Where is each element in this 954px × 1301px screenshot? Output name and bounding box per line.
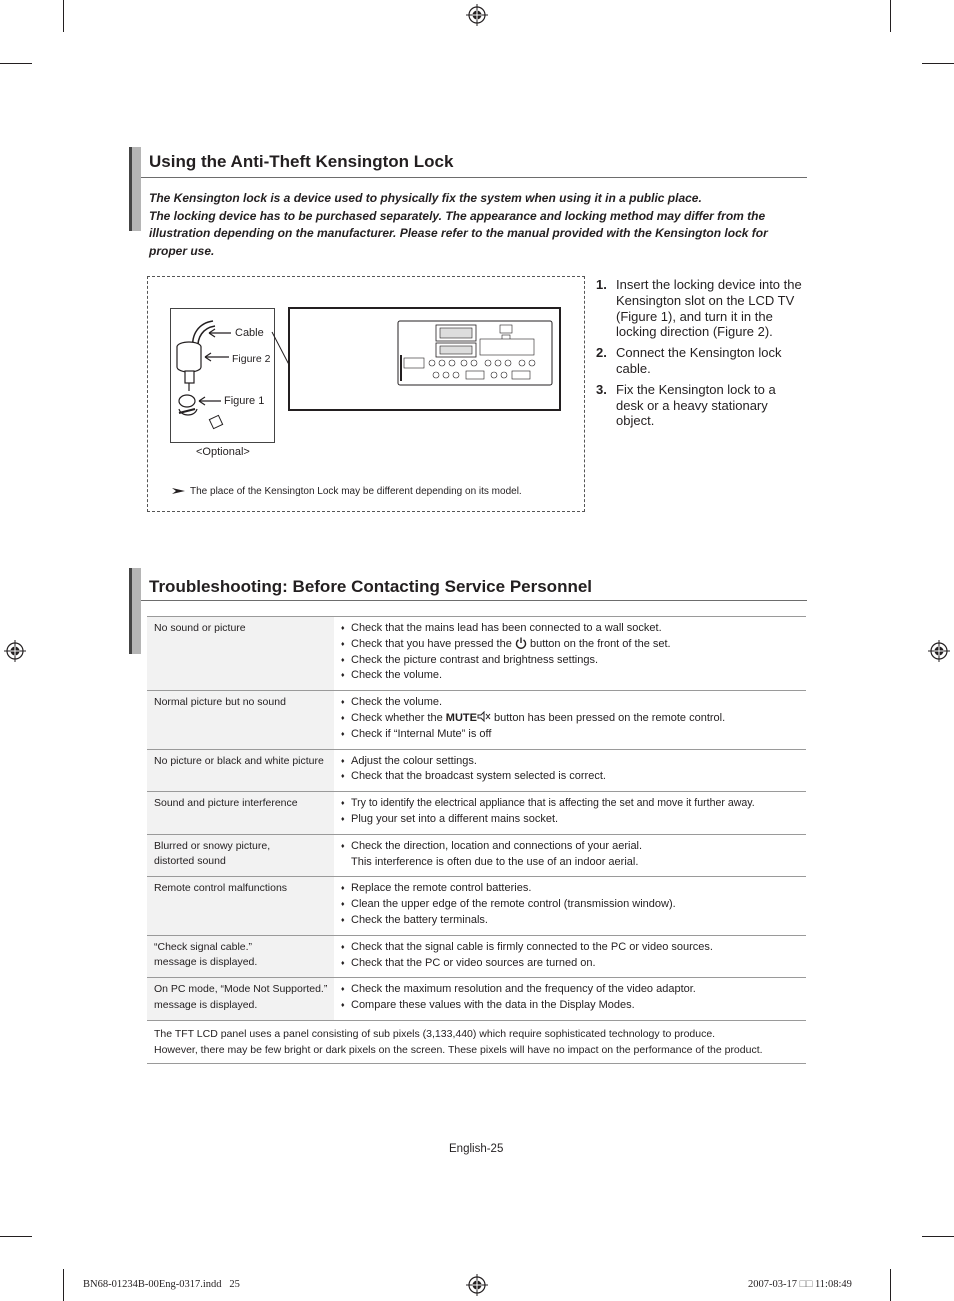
- solution-item: ♦ Check the maximum resolution and the frequency of the video adaptor.: [341, 982, 800, 998]
- table-row: [147, 834, 806, 877]
- solution-item: ♦ Replace the remote control batteries.: [341, 881, 800, 897]
- problem-cell: [147, 691, 334, 749]
- kensington-intro: [149, 190, 805, 260]
- registration-mark-icon: [4, 640, 26, 662]
- registration-mark-icon: [466, 4, 488, 26]
- print-date-line: [748, 1279, 852, 1290]
- solution-item: ♦ Check that the broadcast system selected is correct.: [341, 769, 800, 785]
- step-number: 2.: [596, 345, 607, 361]
- step-item: [596, 277, 806, 340]
- intro-line: The locking device has to be purchased separately. The appearance and locking method may differ from the illustration depending on the manufacturer. Please refer to the manual provided with the Kensington lock for proper use.: [149, 208, 768, 258]
- problem-text: Blurred or snowy picture,: [154, 839, 271, 852]
- solution-item: [341, 637, 800, 653]
- print-time: 11:08:49: [814, 1279, 852, 1290]
- problem-text: Sound and picture interference: [154, 797, 298, 810]
- section-title-troubleshooting: Troubleshooting: Before Contacting Service Personnel: [149, 577, 593, 596]
- solution-item: ♦ Try to identify the electrical appliance that is affecting the set and move it further away.: [341, 796, 800, 812]
- table-footnote: [147, 1020, 806, 1063]
- table-row: [147, 691, 806, 749]
- figure-note: The place of the Kensington Lock may be different depending on its model.: [190, 486, 522, 497]
- label-figure-2: Figure 2: [232, 353, 271, 365]
- step-text: Insert the locking device into the Kensington slot on the LCD TV (Figure 1), and turn it in the locking direction (Figure 2).: [616, 277, 802, 340]
- solution-item: ♦ Check the picture contrast and brightness settings.: [341, 653, 800, 669]
- problem-text: Normal picture but no sound: [154, 696, 286, 709]
- print-date: 2007-03-17: [748, 1279, 797, 1290]
- table-row: [147, 792, 806, 835]
- print-day: □□: [799, 1279, 813, 1290]
- solution-text: button has been pressed on the remote control.: [494, 711, 726, 724]
- solution-item: ♦ Check the direction, location and connections of your aerial.: [341, 839, 800, 855]
- problem-text: “Check signal cable.”: [154, 940, 253, 953]
- section-rule: [141, 600, 807, 601]
- step-text: Fix the Kensington lock to a desk or a heavy stationary object.: [616, 381, 776, 429]
- registration-mark-icon: [466, 1274, 488, 1296]
- crop-mark: [890, 1269, 891, 1301]
- solution-cell: [334, 691, 806, 749]
- table-row: [147, 749, 806, 792]
- problem-cell: [147, 792, 334, 835]
- solution-item: ♦ Plug your set into a different mains socket.: [341, 812, 800, 828]
- table-row: [147, 978, 806, 1021]
- problem-cell: [147, 617, 334, 691]
- problem-cell: [147, 749, 334, 792]
- kensington-steps: [596, 277, 806, 434]
- problem-cell: [147, 978, 334, 1021]
- solution-cell: [334, 877, 806, 935]
- crop-mark: [922, 1236, 954, 1237]
- crop-mark: [890, 0, 891, 32]
- section-bar: [129, 147, 141, 231]
- power-icon: [515, 637, 527, 649]
- table-footnote-row: [147, 1020, 806, 1063]
- solution-item: ♦ Check that the mains lead has been connected to a wall socket.: [341, 621, 800, 637]
- tv-rear-illustration: [288, 307, 561, 411]
- solution-cell: [334, 617, 806, 691]
- label-figure-1: Figure 1: [224, 395, 265, 407]
- problem-text: message is displayed.: [154, 998, 258, 1011]
- table-row: [147, 935, 806, 978]
- solution-cell: [334, 978, 806, 1021]
- solution-cell: [334, 749, 806, 792]
- solution-cell: [334, 834, 806, 877]
- solution-item: ♦ Compare these values with the data in the Display Modes.: [341, 998, 800, 1014]
- step-item: [596, 382, 806, 429]
- solution-item: ♦ Clean the upper edge of the remote control (transmission window).: [341, 897, 800, 913]
- problem-text: distorted sound: [154, 854, 226, 867]
- step-number: 1.: [596, 277, 607, 292]
- solution-item: ♦ Check that the PC or video sources are turned on.: [341, 956, 800, 972]
- crop-mark: [0, 1236, 32, 1237]
- troubleshooting-table: [147, 616, 806, 1064]
- solution-text: button on the front of the set.: [529, 637, 671, 650]
- crop-mark: [922, 63, 954, 64]
- crop-mark: [0, 63, 32, 64]
- table-row: [147, 617, 806, 691]
- problem-text: On PC mode, “Mode Not Supported.”: [154, 983, 328, 996]
- step-number: 3.: [596, 381, 607, 397]
- crop-mark: [63, 0, 64, 32]
- label-optional: <Optional>: [196, 446, 250, 458]
- problem-text: No sound or picture: [154, 622, 246, 634]
- footnote-line: The TFT LCD panel uses a panel consisting of sub pixels (3,133,440) which require sophisticated technology to produce.: [154, 1027, 716, 1040]
- footnote-line: However, there may be few bright or dark pixels on the screen. These pixels will have no impact on the performance of the product.: [154, 1043, 763, 1056]
- solution-text: Check that you have pressed the: [351, 637, 512, 650]
- section-bar: [129, 568, 141, 654]
- solution-item: ♦ Check the battery terminals.: [341, 913, 800, 929]
- solution-cell: [334, 792, 806, 835]
- mute-speaker-icon: [477, 711, 491, 722]
- tv-connector-panel-icon: [290, 309, 559, 409]
- solution-item: [341, 711, 800, 727]
- solution-item: ♦ Check that the signal cable is firmly connected to the PC or video sources.: [341, 940, 800, 956]
- mute-label: MUTE: [445, 711, 477, 724]
- problem-text: message is displayed.: [154, 955, 258, 968]
- section-rule: [141, 177, 807, 178]
- problem-cell: [147, 834, 334, 877]
- solution-item: ♦ Adjust the colour settings.: [341, 754, 800, 770]
- solution-cell: [334, 935, 806, 978]
- solution-item: ♦ Check if “Internal Mute” is off: [341, 727, 800, 743]
- solution-continuation: This interference is often due to the use of an indoor aerial.: [351, 855, 639, 868]
- note-arrow-icon: [172, 487, 186, 495]
- solution-text: Check whether the: [351, 711, 443, 724]
- problem-text: Remote control malfunctions: [154, 882, 288, 895]
- section-title-kensington: Using the Anti-Theft Kensington Lock: [149, 152, 454, 171]
- solution-item: ♦ Check the volume.: [341, 668, 800, 684]
- print-file-name: BN68-01234B-00Eng-0317.indd 25: [83, 1279, 240, 1290]
- problem-cell: [147, 935, 334, 978]
- problem-text: No picture or black and white picture: [154, 754, 324, 767]
- step-item: [596, 345, 806, 377]
- registration-mark-icon: [928, 640, 950, 662]
- solution-item: ♦ Check the volume.: [341, 695, 800, 711]
- table-row: [147, 877, 806, 935]
- page-number: English-25: [449, 1143, 504, 1155]
- step-text: Connect the Kensington lock cable.: [616, 345, 782, 376]
- crop-mark: [63, 1269, 64, 1301]
- problem-cell: [147, 877, 334, 935]
- intro-line: The Kensington lock is a device used to physically fix the system when using it in a public place.: [149, 191, 702, 205]
- label-cable: Cable: [235, 327, 264, 339]
